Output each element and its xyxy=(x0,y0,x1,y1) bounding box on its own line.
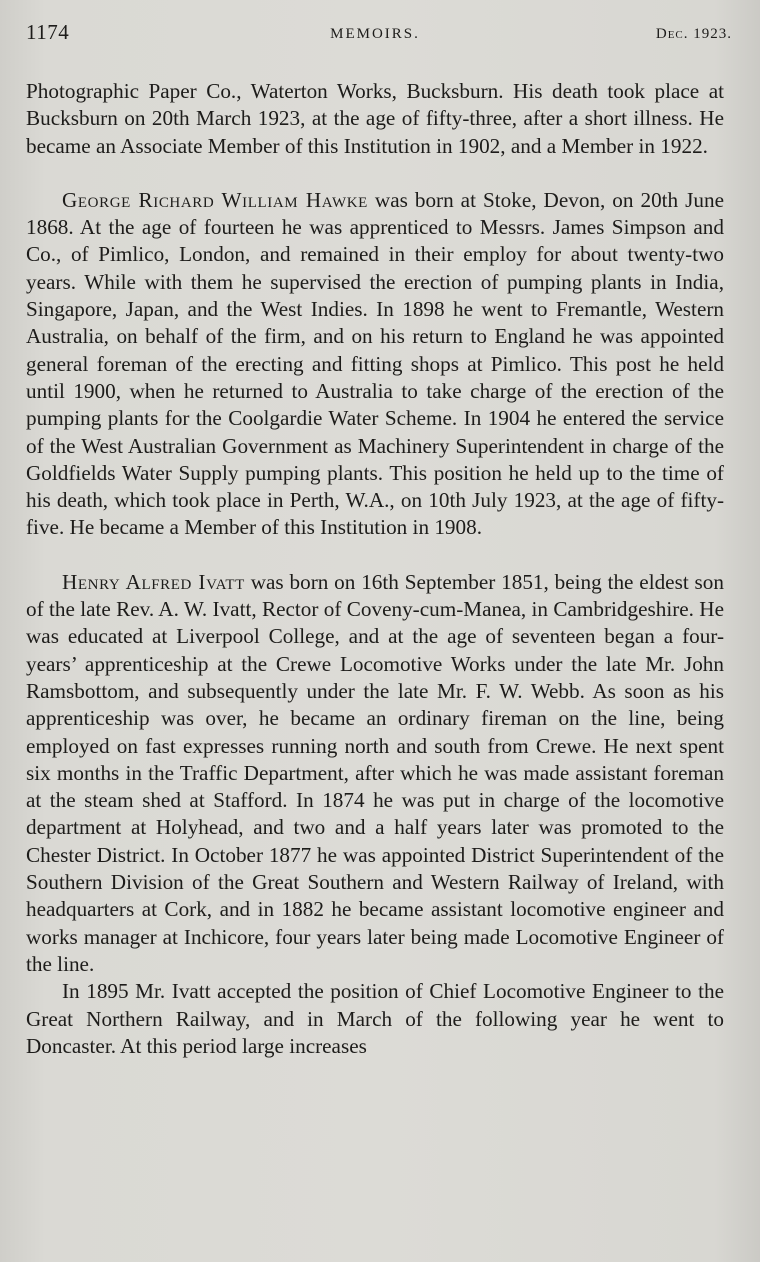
issue-date: Dec. 1923. xyxy=(655,26,732,42)
running-header xyxy=(26,20,732,60)
memoir-entry-ivatt xyxy=(26,569,724,978)
memoir-entry-ivatt-continued xyxy=(26,978,724,1060)
paragraph-text: Photographic Paper Co., Waterton Works, Bucksburn. His death took place at Bucksburn on 20th March 1923, at the age of fifty-three, after a short illness. He became an Associate Member of this Institution in 1902, and a Member in 1922. xyxy=(26,79,724,158)
member-name: George Richard William Hawke xyxy=(62,187,368,212)
paragraph-text: In 1895 Mr. Ivatt accepted the position of Chief Locomotive Engineer to the Great Northern Railway, and in March of the following year he went to Doncaster. At this period large increases xyxy=(26,979,724,1058)
member-name: Henry Alfred Ivatt xyxy=(62,569,245,594)
page-number: 1174 xyxy=(26,20,70,44)
paragraph-text: was born at Stoke, Devon, on 20th June 1868. At the age of fourteen he was apprenticed to Messrs. James Simpson and Co., of Pimlico, London, and remained in their employ for about twenty-two years. While with them he supervised the erection of pumping plants in India, Singapore, Japan, and the West Indies. In 1898 he went to Fremantle, Western Australia, on behalf of the firm, and on his return to England he was appointed general foreman of the erecting and fitting shops at Pimlico. This post he held until 1900, when he returned to Australia to take charge of the erection of the pumping plants for the Coolgardie Water Scheme. In 1904 he entered the service of the West Australian Government as Machinery Superintendent in charge of the Goldfields Water Supply pumping plants. This position he held up to the time of his death, which took place in Perth, W.A., on 10th July 1923, at the age of fifty-five. He became a Member of this Institution in 1908. xyxy=(26,187,724,540)
memoir-entry-hawke xyxy=(26,187,724,542)
paragraph-continued xyxy=(26,78,724,160)
paragraph-text: was born on 16th September 1851, being the eldest son of the late Rev. A. W. Ivatt, Rector of Coveny-cum-Manea, in Cambridgeshire. He was educated at Liverpool College, and at the age of seventeen began a four-years’ apprenticeship at the Crewe Locomotive Works under the late Mr. John Ramsbottom, and subsequently under the late Mr. F. W. Webb. As soon as his apprenticeship was over, he became an ordinary fireman on the line, being employed on fast expresses running north and south from Crewe. He next spent six months in the Traffic Department, after which he was made assistant foreman at the steam shed at Stafford. In 1874 he was put in charge of the locomotive department at Holyhead, and two and a half years later was promoted to the Chester District. In October 1877 he was appointed District Superintendent of the Southern Division of the Great Southern and Western Railway of Ireland, with headquarters at Cork, and in 1882 he became assistant locomotive engineer and works manager at Inchicore, four years later being made Locomotive Engineer of the line. xyxy=(26,569,724,976)
section-title: MEMOIRS. xyxy=(330,26,420,42)
memoir-body xyxy=(26,78,724,1060)
